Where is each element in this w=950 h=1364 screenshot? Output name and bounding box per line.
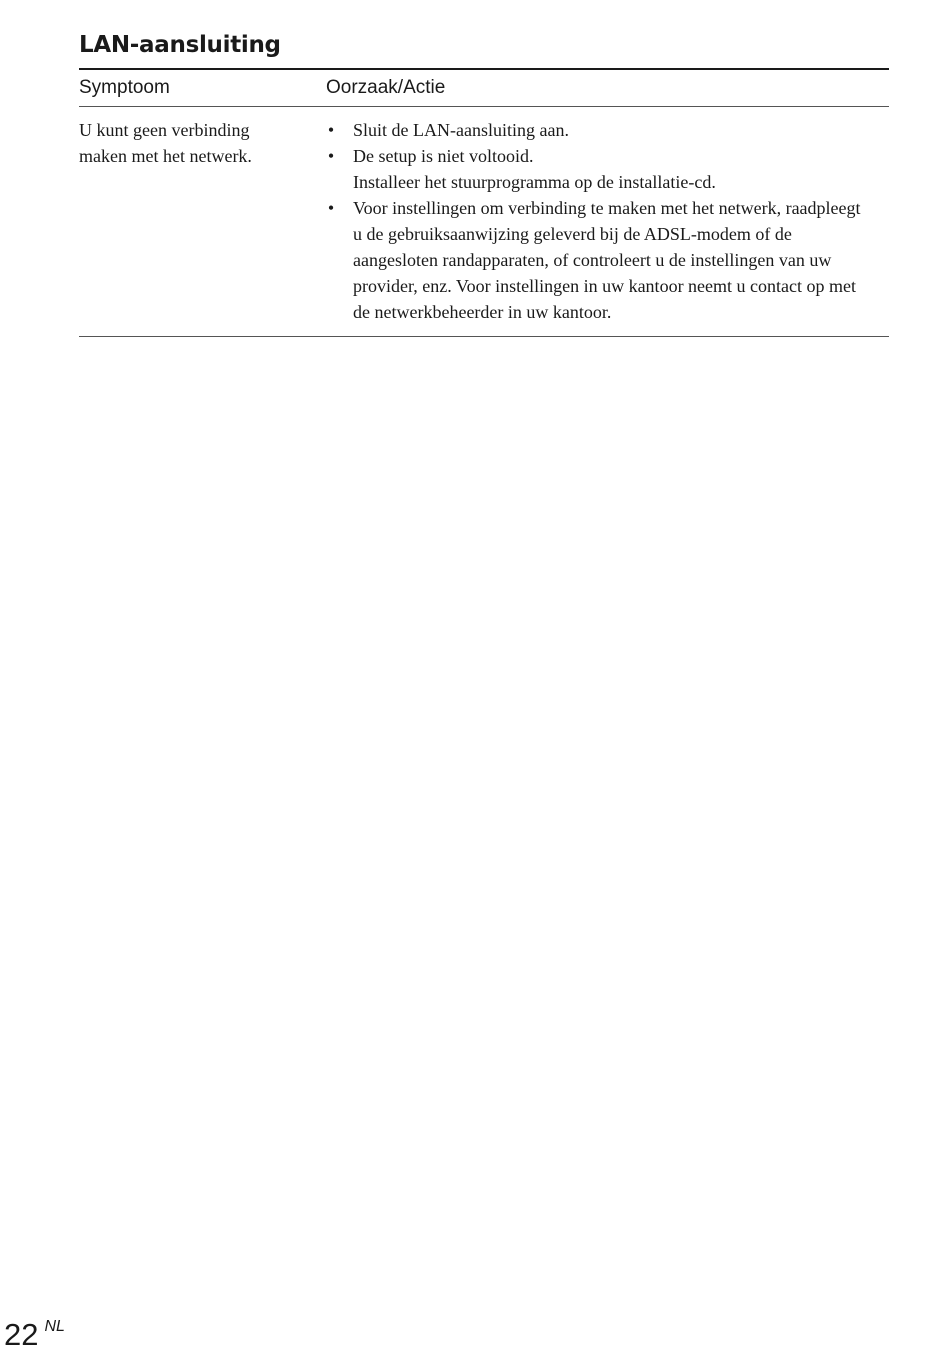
bullet-icon: • [327, 146, 335, 166]
action-item [326, 195, 889, 325]
page-footer [4, 1315, 65, 1355]
symptom-text: U kunt geen verbinding [79, 120, 250, 140]
action-item [326, 117, 889, 143]
action-text: aangesloten randapparaten, of controleert u de instellingen van uw [353, 250, 832, 270]
action-text: provider, enz. Voor instellingen in uw kantoor neemt u contact op met [353, 276, 856, 296]
action-text: de netwerkbeheerder in uw kantoor. [353, 302, 612, 322]
page-number: 22 [4, 1317, 39, 1352]
action-text: Voor instellingen om verbinding te maken met het netwerk, raadpleegt [353, 198, 861, 218]
troubleshooting-table [79, 68, 889, 337]
action-item [326, 143, 889, 195]
header-symptom: Symptoom [79, 77, 170, 98]
page-language: NL [44, 1318, 65, 1335]
action-text: De setup is niet voltooid. [353, 146, 534, 166]
symptom-text: maken met het netwerk. [79, 146, 252, 166]
section-title: LAN-aansluiting [79, 32, 281, 58]
symptom-cell [79, 117, 326, 325]
table-row [79, 107, 889, 337]
action-text: u de gebruiksaanwijzing geleverd bij de ADSL-modem of de [353, 224, 792, 244]
action-text: Sluit de LAN-aansluiting aan. [353, 120, 569, 140]
bullet-icon: • [327, 198, 335, 218]
action-text: Installeer het stuurprogramma op de installatie-cd. [353, 172, 716, 192]
bullet-icon: • [327, 120, 335, 140]
header-action: Oorzaak/Actie [326, 77, 446, 98]
table-header [79, 70, 889, 107]
action-list [326, 117, 889, 325]
